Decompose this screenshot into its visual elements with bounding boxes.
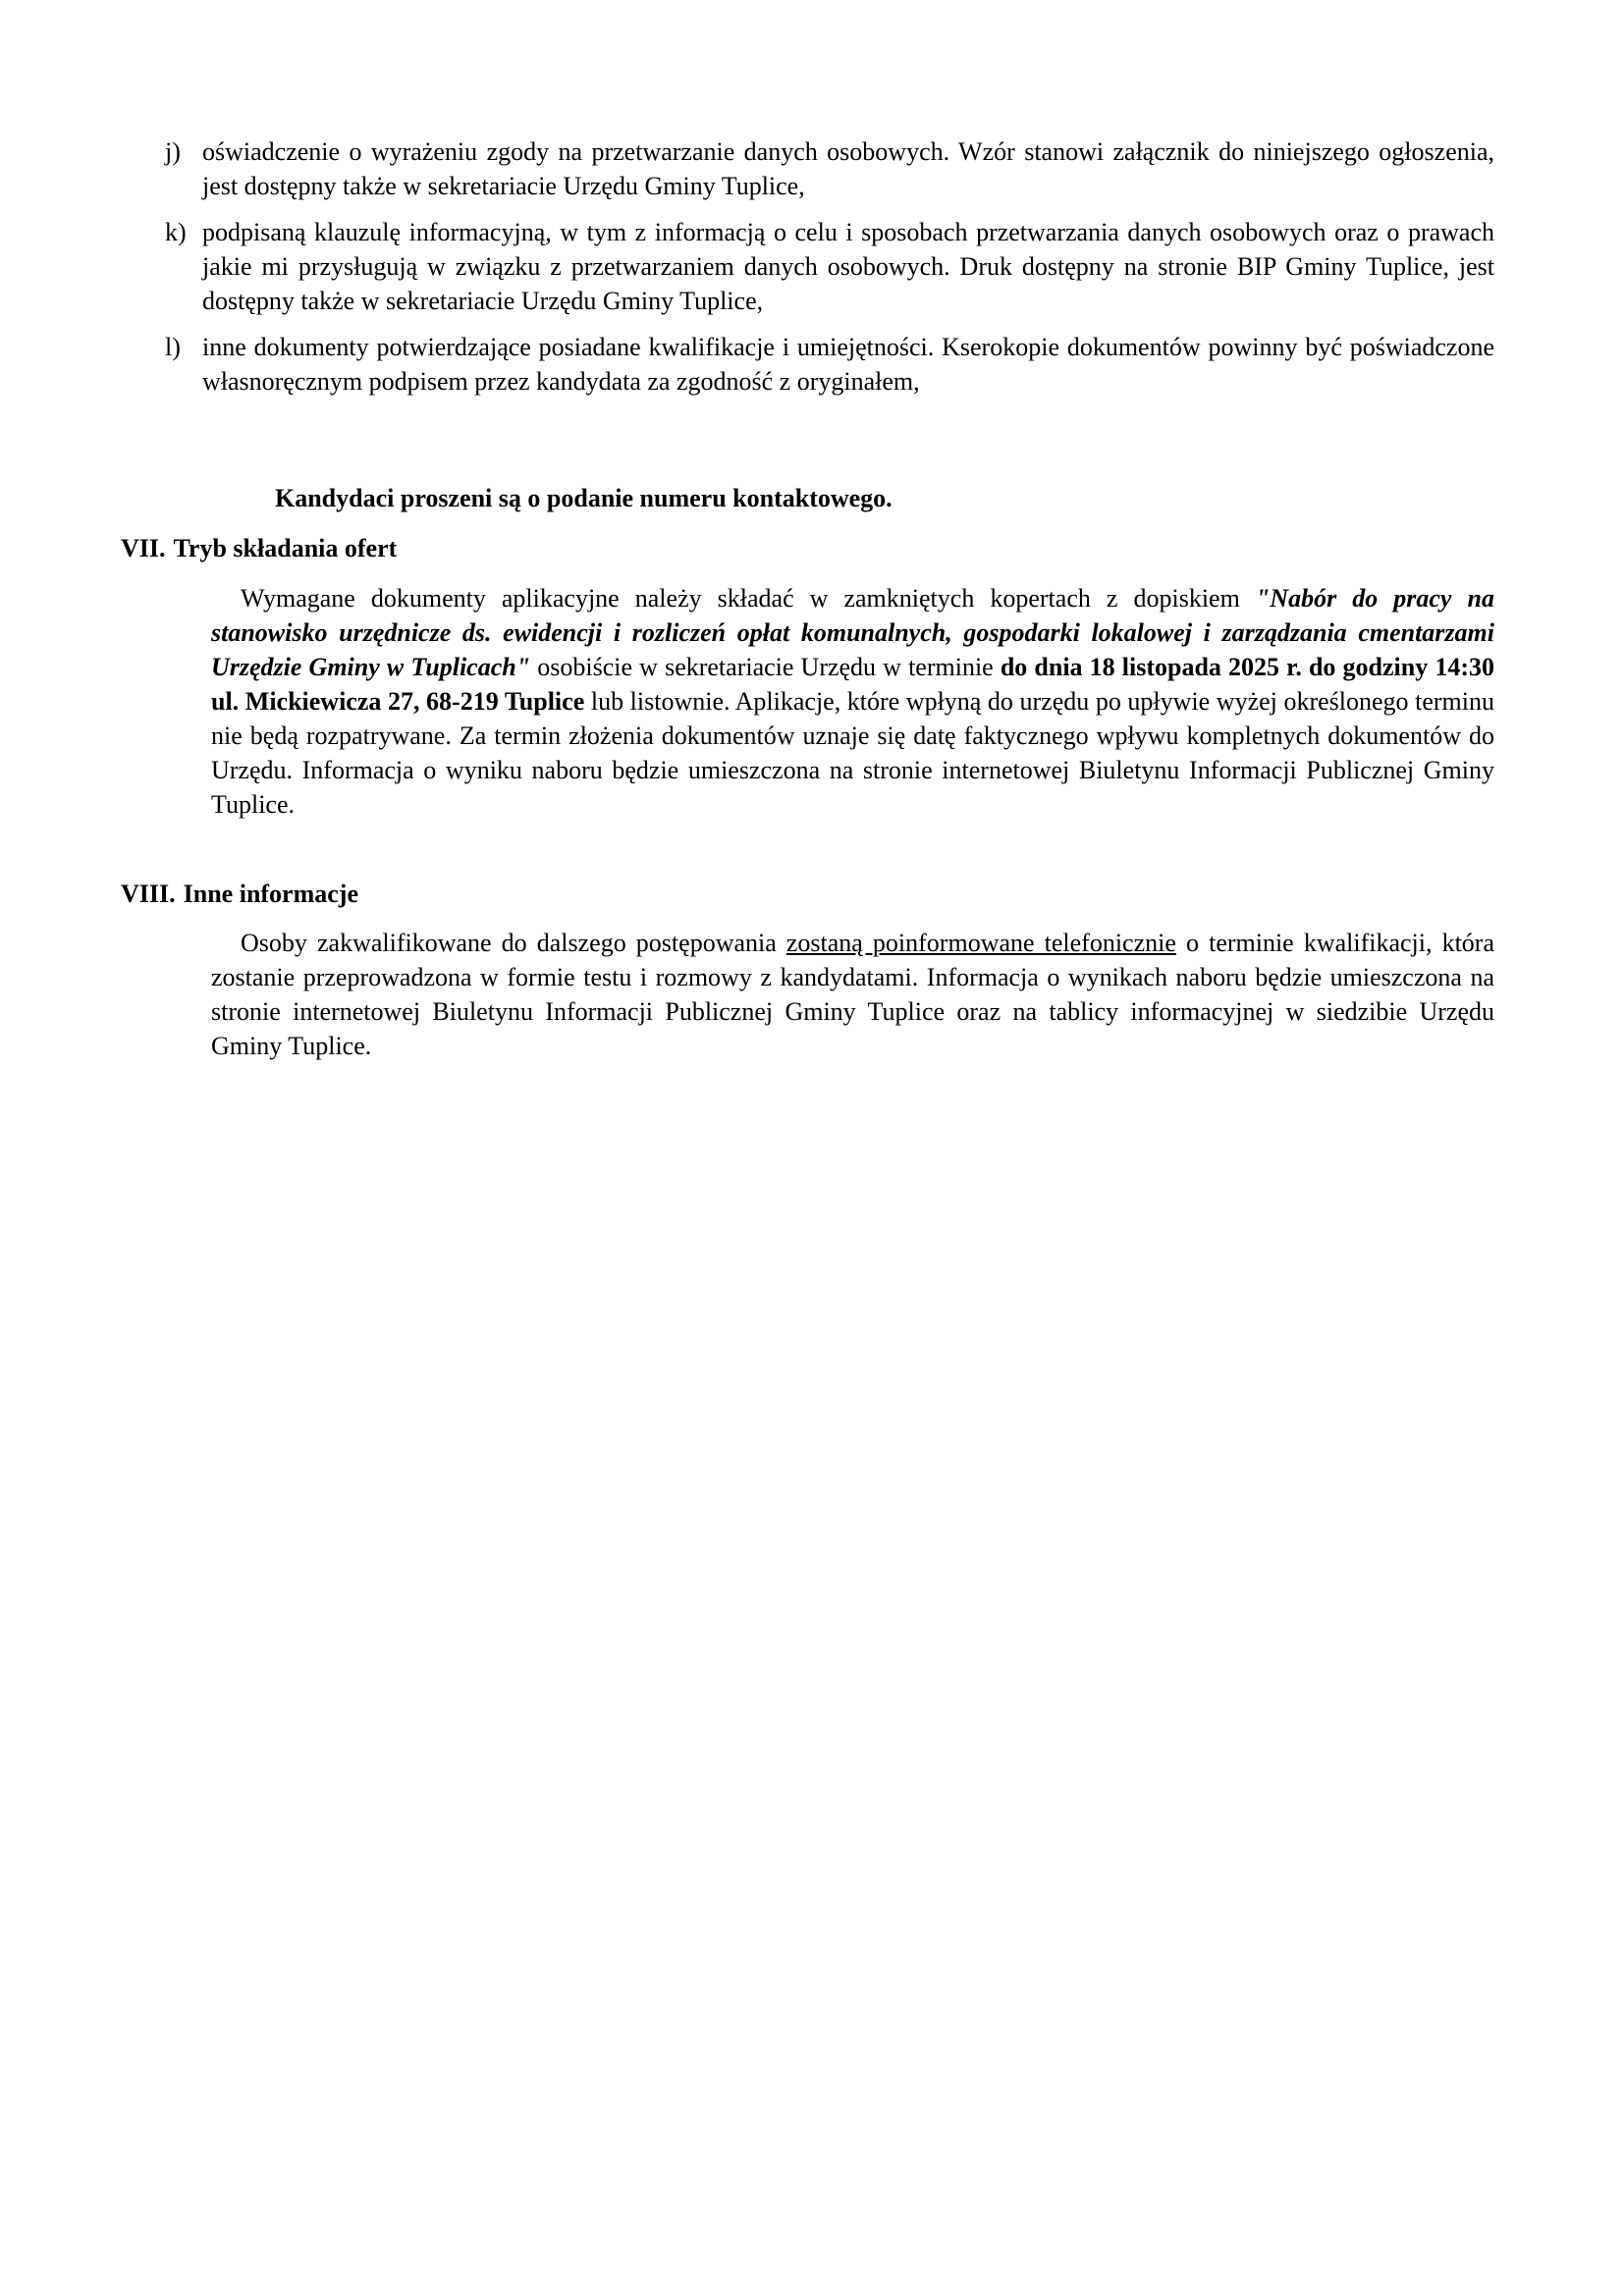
list-item-text: inne dokumenty potwierdzające posiadane kwalifikacje i umiejętności. Kserokopie dokumentów powinny być poświadczone własnoręcznym podpisem przez kandydata za zgodność z oryginałem, bbox=[202, 333, 1494, 396]
section-number: VII. bbox=[121, 534, 166, 562]
contact-note: Kandydaci proszeni są o podanie numeru kontaktowego. bbox=[275, 484, 893, 512]
list-marker: j) bbox=[165, 137, 181, 166]
list-item bbox=[165, 215, 1494, 318]
section-heading-viii bbox=[121, 877, 358, 911]
section-title: Tryb składania ofert bbox=[173, 534, 398, 562]
list-marker: l) bbox=[165, 333, 181, 361]
application-title-text: "Nabór do pracy na stanowisko urzędnicze ds. ewidencji i rozliczeń opłat komunalnych, gospodarki lokalowej i zarządzania cmentarzami Urzędzie Gminy w Tuplicach" bbox=[211, 584, 1494, 681]
list-marker: k) bbox=[165, 218, 187, 246]
section-vii-paragraph bbox=[211, 581, 1494, 822]
paragraph-text: Wymagane dokumenty aplikacyjne należy składać w zamkniętych kopertach z dopiskiem bbox=[241, 584, 1256, 613]
paragraph-text: Osoby zakwalifikowane do dalszego postępowania bbox=[241, 929, 786, 957]
list-item bbox=[165, 330, 1494, 399]
underlined-text: zostaną poinformowane telefonicznie bbox=[785, 929, 1176, 957]
list-item-text: podpisaną klauzulę informacyjną, w tym z informacją o celu i sposobach przetwarzania danych osobowych oraz o prawach jakie mi przysługują w związku z przetwarzaniem danych osobowych. Druk dostępny na stronie BIP Gminy Tuplice, jest dostępny także w sekretariacie Urzędu Gminy Tuplice, bbox=[202, 218, 1494, 315]
requirements-list bbox=[165, 134, 1494, 410]
paragraph-text: lub listownie. Aplikacje, które wpłyną do urzędu po upływie wyżej określonego terminu nie będą rozpatrywane. Za termin złożenia dokumentów uznaje się datę faktycznego wpływu kompletnych dokumentów do Urzędu. Informacja o wyniku naboru będzie umieszczona na stronie internetowej Biuletynu Informacji Publicznej Gminy Tuplice. bbox=[211, 687, 1494, 819]
list-item-text: oświadczenie o wyrażeniu zgody na przetwarzanie danych osobowych. Wzór stanowi załącznik do niniejszego ogłoszenia, jest dostępny także w sekretariacie Urzędu Gminy Tuplice, bbox=[202, 137, 1494, 200]
section-title: Inne informacje bbox=[183, 880, 358, 908]
section-number: VIII. bbox=[121, 880, 176, 908]
section-heading-vii bbox=[121, 531, 397, 565]
deadline-text: do dnia 18 listopada 2025 r. do godziny 14:30 ul. Mickiewicza 27, 68-219 Tuplice bbox=[211, 653, 1494, 716]
section-viii-paragraph bbox=[211, 926, 1494, 1063]
paragraph-text: o terminie kwalifikacji, która zostanie przeprowadzona w formie testu i rozmowy z kandydatami. Informacja o wynikach naboru będzie umieszczona na stronie internetowej Biuletynu Informacji Publicznej Gminy Tuplice oraz na tablicy informacyjnej w siedzibie Urzędu Gminy Tuplice. bbox=[211, 929, 1495, 1060]
list-item bbox=[165, 134, 1494, 203]
paragraph-text: osobiście w sekretariacie Urzędu w terminie bbox=[530, 653, 1001, 681]
